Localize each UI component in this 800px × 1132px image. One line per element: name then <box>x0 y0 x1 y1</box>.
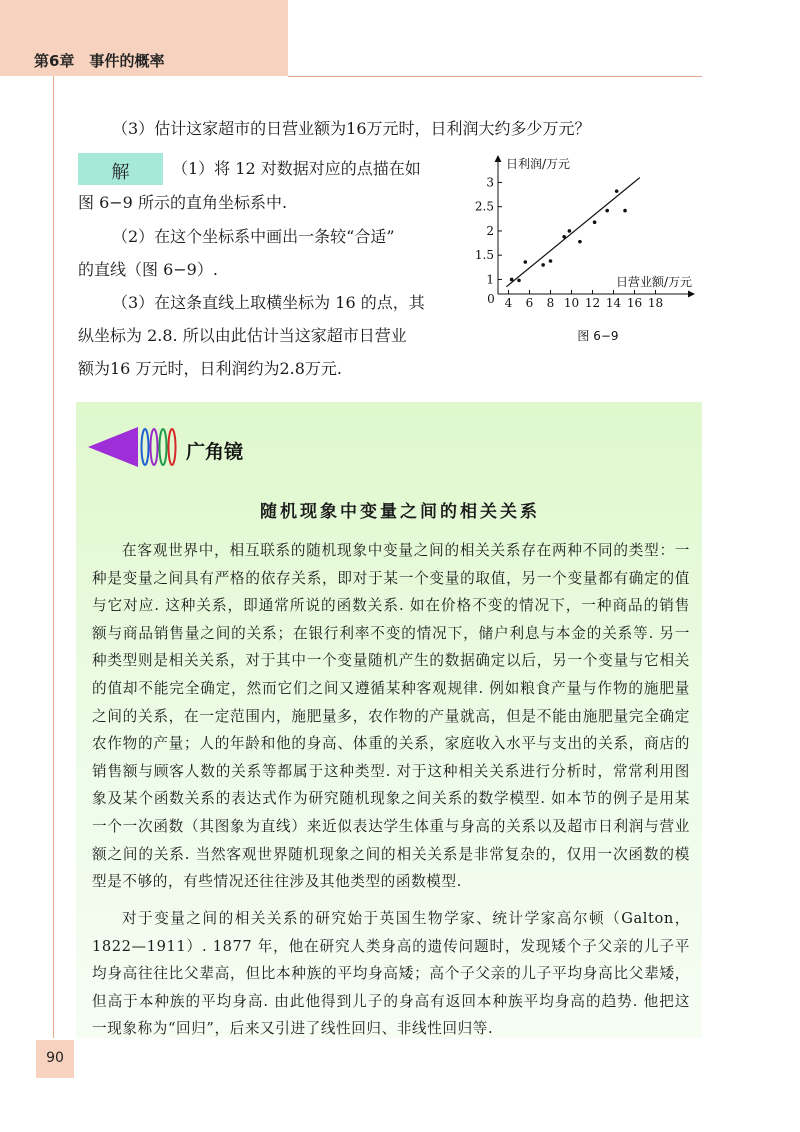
x-tick-label: 16 <box>626 296 643 310</box>
solution-line: 图 6−9 所示的直角坐标系中. <box>78 193 288 212</box>
y-tick-label: 3 <box>486 175 494 190</box>
y-tick-label: 2.5 <box>474 199 494 214</box>
x-tick-label: 6 <box>525 296 534 310</box>
x-tick-label: 12 <box>584 296 601 310</box>
scatter-chart <box>470 150 710 350</box>
solution-line: 额为16 万元时，日利润约为2.8万元. <box>78 359 342 378</box>
y-tick-label: 2 <box>486 223 494 238</box>
solution-label-box <box>78 153 163 185</box>
data-point <box>549 259 553 263</box>
article-title: 随机现象中变量之间的相关关系 <box>260 502 540 522</box>
origin-label: 0 <box>487 292 495 306</box>
article-paragraph: 在客观世界中，相互联系的随机现象中变量之间的相关关系存在两种不同的类型：一种是变量之间具有严格的依存关系，即对于某一个变量的取值，另一个变量都有确定的值与它对应. 这种关系，即通常所说的函数关系. 如在价格不变的情况下，一种商品的销售额与商品销售量之间的关系；在银行利率不变的情况下，储户利息与本金的关系等. 另一种类型则是相关关系，对于其中一个变量随机产生的数据确定以后，另一个变量与它相关的值却不能完全确定，然而它们之间又遵循某种客观规律. 例如粮食产量与作物的施肥量之间的关系，在一定范围内，施肥量多，农作物的产量就高，但是不能由施肥量完全确定农作物的产量；人的年龄和他的身高、体重的关系，家庭收入水平与支出的关系，商店的销售额与顾客人数的关系等都属于这种类型. 对于这种相关关系进行分析时，常常利用图象及某个函数关系的表达式作为研究随机现象之间关系的数学模型. 如本节的例子是用某一个一次函数（其图象为直线）来近似表达学生体重与身高的关系以及超市日利润与营业额之间的关系. 当然客观世界随机现象之间的相关关系是非常复杂的，仅用一次函数的模型是不够的，有些情况还往往涉及其他类型的函数模型. <box>92 542 690 891</box>
x-tick-label: 10 <box>563 296 580 310</box>
chart-caption: 图 6−9 <box>577 329 619 343</box>
article-paragraph: 对于变量之间的相关关系的研究始于英国生物学家、统计学家高尔顿（Galton，1822—1911）. 1877 年，他在研究人类身高的遗传问题时，发现矮个子父亲的儿子平均身高往往比父辈高，但比本种族的平均身高矮；高个子父亲的儿子平均身高比父辈矮，但高于本种族的平均身高. 由此他得到儿子的身高有返回本种族平均身高的趋势. 他把这一现象称为“回归”，后来又引进了线性回归、非线性回归等. <box>92 910 690 1038</box>
page-number: 90 <box>46 1050 64 1066</box>
data-point <box>510 278 514 282</box>
x-tick-label: 18 <box>647 296 664 310</box>
question-text: （3）估计这家超市的日营业额为16万元时，日利润大约多少万元？ <box>112 119 591 138</box>
header-rule <box>288 76 702 77</box>
data-point <box>524 260 528 264</box>
solution-line: （2）在这个坐标系中画出一条较“合适” <box>112 227 395 246</box>
data-point <box>593 220 597 224</box>
solution-line: 的直线（图 6−9）. <box>78 260 218 279</box>
data-point <box>568 229 572 233</box>
solution-line: 纵坐标为 2.8. 所以由此估计当这家超市日营业 <box>78 326 407 345</box>
data-point <box>605 209 609 213</box>
solution-line: （1）将 12 对数据对应的点描在如 <box>172 159 421 178</box>
data-point <box>615 189 619 193</box>
left-margin-rule <box>53 76 54 1038</box>
y-axis-label: 日利润/万元 <box>506 157 571 171</box>
solution-label: 解 <box>111 162 130 183</box>
scatter-chart-svg <box>470 150 710 350</box>
data-point <box>541 263 545 267</box>
x-tick-label: 14 <box>605 296 622 310</box>
y-tick-label: 1 <box>486 272 494 287</box>
y-tick-label: 1.5 <box>474 248 494 263</box>
x-tick-label: 4 <box>504 296 513 310</box>
wide-angle-lens-icon <box>86 425 182 469</box>
solution-line: （3）在这条直线上取横坐标为 16 的点，其 <box>112 293 425 312</box>
page-number-box <box>36 1040 74 1078</box>
fit-line <box>506 178 639 287</box>
data-point <box>623 209 627 213</box>
x-tick-label: 8 <box>546 296 555 310</box>
data-point <box>578 240 582 244</box>
x-axis-label: 日营业额/万元 <box>615 275 692 289</box>
chapter-title: 第6章 事件的概率 <box>34 52 165 70</box>
sidebar-section-name: 广角镜 <box>186 441 244 463</box>
data-point <box>517 279 521 283</box>
data-point <box>562 235 566 239</box>
